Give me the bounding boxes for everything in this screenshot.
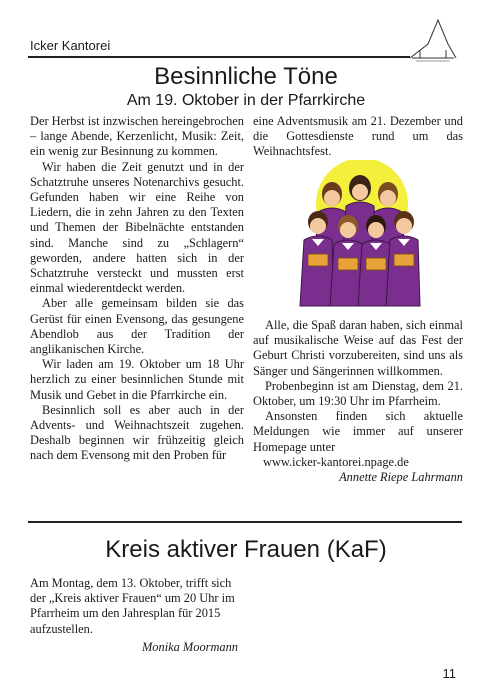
paragraph: Ansonsten finden sich aktuelle Meldungen wie immer auf unserer Homepage unter (253, 409, 463, 454)
paragraph: eine Adventsmusik am 21. Dezember und die Gottesdienste rund um das Weihnachtsfest. (253, 114, 463, 159)
paragraph: Alle, die Spaß daran haben, sich einmal auf musikalische Weise auf das Fest der Geburt Christi vorzubereiten, sind uns als Sänger und Sängerinnen willkommen. (253, 318, 463, 378)
choir-illustration (290, 160, 430, 308)
paragraph: Am Montag, dem 13. Oktober, trifft sich der „Kreis aktiver Frauen“ um 20 Uhr im Pfarrheim um den Jahresplan für 2015 aufzustellen. (30, 576, 235, 636)
article-left-column (30, 114, 244, 464)
article-title: Kreis aktiver Frauen (KaF) (105, 536, 387, 563)
author-signature: Monika Moormann (141, 640, 238, 654)
article-title: Besinnliche Töne (154, 63, 338, 90)
page-number: 11 (442, 666, 456, 681)
article-right-column-top (253, 114, 463, 160)
author-signature: Annette Riepe Lahrmann (339, 470, 463, 485)
article-right-column-bottom (253, 318, 463, 485)
section-divider (28, 521, 462, 523)
article-body (30, 576, 250, 637)
paragraph: Probenbeginn ist am Dienstag, dem 21. Oktober, um 19:30 Uhr im Pfarrheim. (253, 378, 463, 409)
article-subtitle: Am 19. Oktober in der Pfarrkirche (126, 92, 366, 109)
header-label: Icker Kantorei (30, 38, 111, 53)
paragraph: Der Herbst ist inzwischen hereingebrochen – lange Abende, Kerzenlicht, Musik: Zeit, ein wenig zur Besinnung zu kommen. (30, 114, 245, 159)
homepage-link[interactable]: www.icker-kantorei.npage.de (263, 454, 409, 469)
paragraph: Wir haben die Zeit genutzt und in der Schatztruhe unseres Notenarchivs gesucht. Gefunden haben wir eine Reihe von Liedern, die in zehn Jahren zu den Texten und Themen der Bibelnächte entstanden sind. Manche sind zu „Schlagern“ geworden, andere hatten sich in der Schatztruhe versteckt und mussten erst einmal wiederentdeckt werden. (30, 159, 244, 296)
header-rule (28, 56, 410, 58)
paragraph: Wir laden am 19. Oktober um 18 Uhr herzlich zu einer besinnlichen Stunde mit Musik und Gebet in die Pfarrkirche ein. (30, 357, 244, 402)
kantorei-logo (408, 18, 458, 64)
paragraph: Besinnlich soll es aber auch in der Advents- und Weihnachtszeit zugehen. Deshalb beginnen wir frühzeitig gleich nach dem Evensong mit den Proben für (30, 402, 244, 463)
paragraph: Aber alle gemeinsam bilden sie das Gerüst für einen Evensong, das gesungene Abendlob aus der Tradition der anglikanischen Kirche. (30, 296, 244, 357)
